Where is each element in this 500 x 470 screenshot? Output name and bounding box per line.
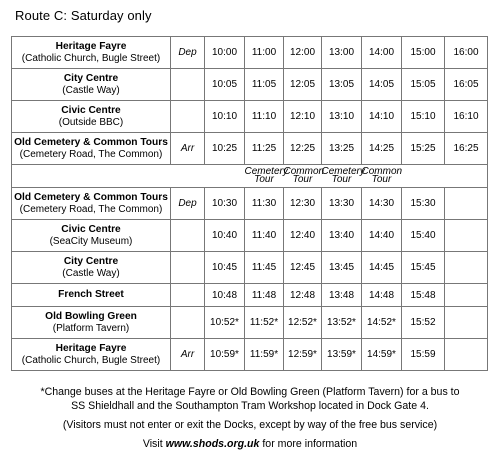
tour-label-line1: Common xyxy=(361,166,403,177)
time-cell: 10:48 xyxy=(205,284,245,307)
stop-cell xyxy=(12,133,171,165)
tour-spacer xyxy=(402,165,445,188)
time-cell: 11:48 xyxy=(245,284,284,307)
tour-label-line1: Cemetery xyxy=(321,166,365,177)
stop-name: French Street xyxy=(58,289,124,300)
time-cell: 15:00 xyxy=(402,37,445,69)
tour-spacer xyxy=(205,165,245,188)
time-cell: 13:30 xyxy=(322,188,362,220)
timetable xyxy=(11,36,488,371)
time-cell: 15:52 xyxy=(402,307,445,339)
stop-location: (Platform Tavern) xyxy=(52,322,130,334)
time-cell: 12:48 xyxy=(284,284,322,307)
timetable-row xyxy=(12,339,488,371)
time-cell: 12:30 xyxy=(284,188,322,220)
time-cell: 11:00 xyxy=(245,37,284,69)
time-cell: 11:59* xyxy=(245,339,284,371)
stop-name: Old Bowling Green xyxy=(45,310,137,322)
timetable-row xyxy=(12,69,488,101)
timetable-row xyxy=(12,284,488,307)
time-cell: 12:10 xyxy=(284,101,322,133)
time-cell: 13:40 xyxy=(322,220,362,252)
tour-label xyxy=(283,165,325,188)
stop-name: City Centre xyxy=(63,255,119,267)
dep-arr-cell xyxy=(171,284,205,307)
stop-cell xyxy=(12,252,171,284)
route-title: Route C: Saturday only xyxy=(15,8,152,23)
time-cell: 14:25 xyxy=(362,133,402,165)
dep-arr-cell: Arr xyxy=(171,133,205,165)
time-cell: 11:05 xyxy=(245,69,284,101)
time-cell: 16:25 xyxy=(445,133,488,165)
stop-cell xyxy=(12,188,171,220)
change-note xyxy=(0,385,500,413)
tour-label xyxy=(321,165,365,188)
stop-cell xyxy=(12,307,171,339)
time-cell: 13:52* xyxy=(322,307,362,339)
tour-spacer xyxy=(445,165,488,188)
stop-name: Civic Centre xyxy=(61,104,121,116)
time-cell: 13:10 xyxy=(322,101,362,133)
timetable-row xyxy=(12,220,488,252)
stop-location: (Catholic Church, Bugle Street) xyxy=(21,354,161,366)
time-cell: 15:45 xyxy=(402,252,445,284)
timetable-row xyxy=(12,37,488,69)
tour-label-line2: Tour xyxy=(371,174,392,185)
time-cell xyxy=(445,284,488,307)
time-cell: 12:40 xyxy=(284,220,322,252)
stop-cell xyxy=(12,101,171,133)
stop-location: (Cemetery Road, The Common) xyxy=(19,148,163,160)
timetable-row xyxy=(12,101,488,133)
time-cell: 11:52* xyxy=(245,307,284,339)
timetable-row xyxy=(12,133,488,165)
dep-arr-cell xyxy=(171,307,205,339)
time-cell: 14:45 xyxy=(362,252,402,284)
time-cell: 15:48 xyxy=(402,284,445,307)
tour-label-line1: Common xyxy=(283,166,325,177)
stop-name: Civic Centre xyxy=(61,223,121,235)
time-cell: 10:25 xyxy=(205,133,245,165)
website-link[interactable]: www.shods.org.uk xyxy=(165,438,260,450)
stop-cell xyxy=(12,284,171,307)
timetable-row xyxy=(12,188,488,220)
time-cell: 15:25 xyxy=(402,133,445,165)
dep-arr-cell xyxy=(171,101,205,133)
time-cell: 11:30 xyxy=(245,188,284,220)
time-cell: 14:48 xyxy=(362,284,402,307)
tour-label xyxy=(362,165,402,188)
change-note-line2: SS Shieldhall and the Southampton Tram Workshop located in Dock Gate 4. xyxy=(71,400,429,412)
time-cell: 14:00 xyxy=(362,37,402,69)
stop-cell xyxy=(12,339,171,371)
time-cell: 12:00 xyxy=(284,37,322,69)
time-cell: 16:00 xyxy=(445,37,488,69)
stop-cell xyxy=(12,220,171,252)
time-cell: 15:40 xyxy=(402,220,445,252)
time-cell: 16:10 xyxy=(445,101,488,133)
visitors-note: (Visitors must not enter or exit the Docks, except by way of the free bus service) xyxy=(62,419,438,431)
time-cell: 14:59* xyxy=(362,339,402,371)
time-cell xyxy=(445,339,488,371)
time-cell: 14:10 xyxy=(362,101,402,133)
tour-label-line2: Tour xyxy=(331,174,352,185)
time-cell xyxy=(445,220,488,252)
tour-row xyxy=(12,165,488,188)
stop-location: (SeaCity Museum) xyxy=(49,235,133,247)
timetable-row xyxy=(12,307,488,339)
visit-suffix: for more information xyxy=(262,438,358,450)
tour-label-line1: Cemetery xyxy=(244,166,288,177)
time-cell: 14:40 xyxy=(362,220,402,252)
stop-name: Old Cemetery & Common Tours xyxy=(14,136,168,148)
stop-name: Old Cemetery & Common Tours xyxy=(14,191,168,203)
dep-arr-cell xyxy=(171,69,205,101)
time-cell: 14:52* xyxy=(362,307,402,339)
stop-location: (Cemetery Road, The Common) xyxy=(19,203,163,215)
visit-note xyxy=(0,437,500,451)
time-cell: 13:25 xyxy=(322,133,362,165)
timetable-row xyxy=(12,252,488,284)
visit-prefix: Visit xyxy=(142,438,163,450)
time-cell: 14:30 xyxy=(362,188,402,220)
time-cell: 15:59 xyxy=(402,339,445,371)
time-cell: 10:05 xyxy=(205,69,245,101)
stop-cell xyxy=(12,37,171,69)
time-cell: 15:10 xyxy=(402,101,445,133)
dep-arr-cell: Dep xyxy=(171,188,205,220)
stop-location: (Castle Way) xyxy=(62,267,120,279)
time-cell: 13:05 xyxy=(322,69,362,101)
dep-arr-cell xyxy=(171,252,205,284)
time-cell: 16:05 xyxy=(445,69,488,101)
tour-label-line2: Tour xyxy=(292,174,313,185)
time-cell: 15:30 xyxy=(402,188,445,220)
time-cell: 10:00 xyxy=(205,37,245,69)
time-cell: 10:40 xyxy=(205,220,245,252)
dep-arr-cell xyxy=(171,220,205,252)
stop-location: (Outside BBC) xyxy=(58,116,124,128)
time-cell: 10:45 xyxy=(205,252,245,284)
time-cell: 13:45 xyxy=(322,252,362,284)
stop-name: Heritage Fayre xyxy=(55,40,127,52)
time-cell: 12:05 xyxy=(284,69,322,101)
time-cell: 13:00 xyxy=(322,37,362,69)
time-cell: 12:52* xyxy=(284,307,322,339)
stop-name: City Centre xyxy=(63,72,119,84)
stop-location: (Catholic Church, Bugle Street) xyxy=(21,52,161,64)
time-cell xyxy=(445,188,488,220)
tour-spacer xyxy=(171,165,205,188)
time-cell: 11:40 xyxy=(245,220,284,252)
change-note-line1: *Change buses at the Heritage Fayre or Old Bowling Green (Platform Tavern) for a bus to xyxy=(40,386,460,398)
time-cell: 10:30 xyxy=(205,188,245,220)
time-cell: 13:48 xyxy=(322,284,362,307)
time-cell: 10:59* xyxy=(205,339,245,371)
time-cell: 10:10 xyxy=(205,101,245,133)
tour-label-line2: Tour xyxy=(254,174,274,185)
time-cell: 11:10 xyxy=(245,101,284,133)
time-cell: 14:05 xyxy=(362,69,402,101)
tour-spacer xyxy=(12,165,171,188)
time-cell: 12:59* xyxy=(284,339,322,371)
dep-arr-cell: Arr xyxy=(171,339,205,371)
time-cell: 10:52* xyxy=(205,307,245,339)
time-cell: 11:25 xyxy=(245,133,284,165)
time-cell: 13:59* xyxy=(322,339,362,371)
tour-label xyxy=(244,165,288,188)
time-cell xyxy=(445,252,488,284)
stop-location: (Castle Way) xyxy=(62,84,120,96)
dep-arr-cell: Dep xyxy=(171,37,205,69)
time-cell: 15:05 xyxy=(402,69,445,101)
time-cell: 12:45 xyxy=(284,252,322,284)
time-cell xyxy=(445,307,488,339)
time-cell: 12:25 xyxy=(284,133,322,165)
stop-cell xyxy=(12,69,171,101)
stop-name: Heritage Fayre xyxy=(55,342,127,354)
time-cell: 11:45 xyxy=(245,252,284,284)
